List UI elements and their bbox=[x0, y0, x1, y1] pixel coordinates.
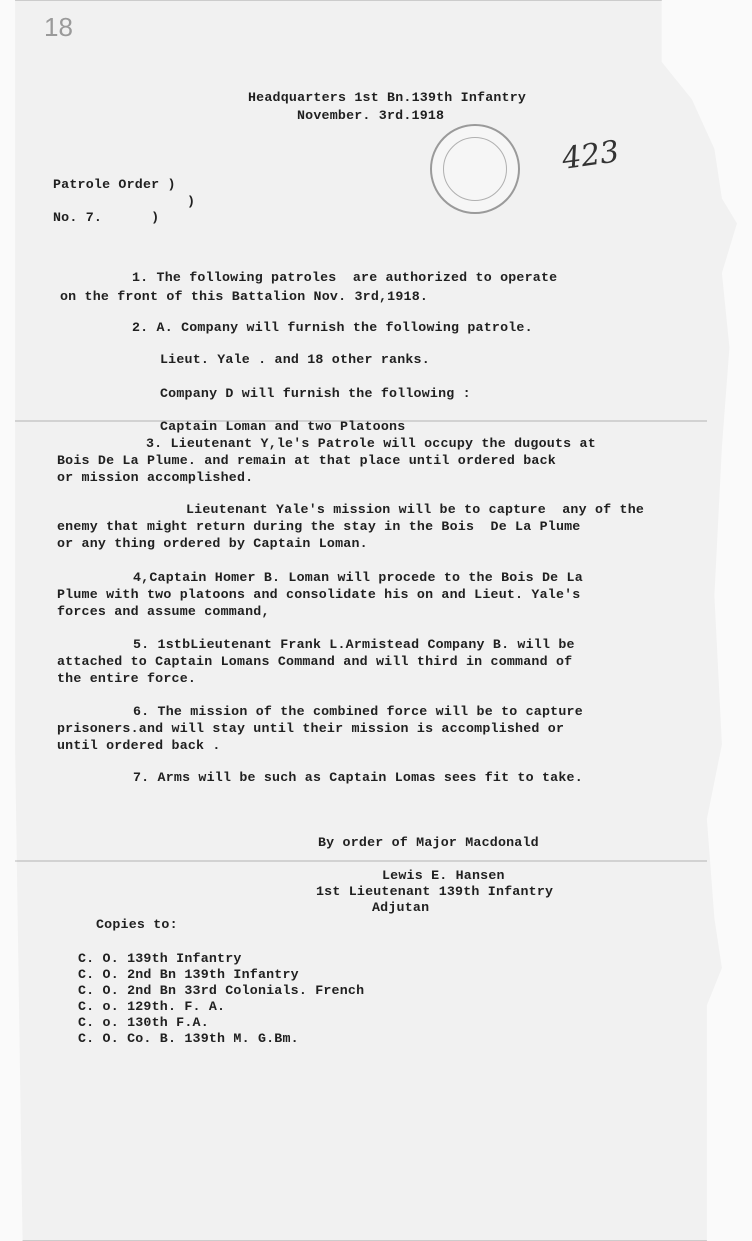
copies-item: C. O. 2nd Bn 33rd Colonials. French bbox=[78, 983, 365, 998]
copies-item: C. o. 129th. F. A. bbox=[78, 999, 226, 1014]
body-line: on the front of this Battalion Nov. 3rd,1918. bbox=[60, 289, 429, 304]
margin-page-number: 18 bbox=[44, 12, 73, 42]
body-line: until ordered back . bbox=[57, 738, 221, 753]
copies-item: C. o. 130th F.A. bbox=[78, 1015, 209, 1030]
body-line: Lieutenant Yale's mission will be to capture any of the bbox=[186, 502, 645, 517]
archive-stamp bbox=[430, 124, 520, 214]
header-date: November. 3rd.1918 bbox=[297, 108, 445, 123]
body-line: 7. Arms will be such as Captain Lomas sees fit to take. bbox=[133, 770, 583, 785]
body-line: 1. The following patroles are authorized to operate bbox=[132, 270, 558, 285]
body-line: enemy that might return during the stay in the Bois De La Plume bbox=[57, 519, 581, 534]
fold-crease bbox=[15, 860, 707, 862]
body-line: 3. Lieutenant Y,le's Patrole will occupy the dugouts at bbox=[146, 436, 596, 451]
body-line: the entire force. bbox=[57, 671, 197, 686]
body-line: 4,Captain Homer B. Loman will procede to the Bois De La bbox=[133, 570, 583, 585]
copies-item: C. O. Co. B. 139th M. G.Bm. bbox=[78, 1031, 299, 1046]
copies-heading: Copies to: bbox=[96, 917, 178, 932]
body-line: Plume with two platoons and consolidate his on and Lieut. Yale's bbox=[57, 587, 581, 602]
body-line: attached to Captain Lomans Command and will third in command of bbox=[57, 654, 573, 669]
header-line-1: Headquarters 1st Bn.139th Infantry bbox=[248, 90, 527, 105]
signature-name: Lewis E. Hansen bbox=[382, 868, 505, 883]
copies-item: C. O. 139th Infantry bbox=[78, 951, 242, 966]
handwritten-number: 423 bbox=[559, 134, 622, 177]
body-line: Company D will furnish the following : bbox=[160, 386, 471, 401]
body-line: 2. A. Company will furnish the following patrole. bbox=[132, 320, 533, 335]
body-line: 6. The mission of the combined force will be to capture bbox=[133, 704, 583, 719]
order-brace: ) bbox=[187, 194, 196, 209]
body-line: forces and assume command, bbox=[57, 604, 270, 619]
body-line: 5. 1stbLieutenant Frank L.Armistead Company B. will be bbox=[133, 637, 575, 652]
signature-title: 1st Lieutenant 139th Infantry bbox=[316, 884, 554, 899]
body-line: Lieut. Yale . and 18 other ranks. bbox=[160, 352, 430, 367]
order-label: Patrole Order ) bbox=[53, 177, 176, 192]
signature-role: Adjutan bbox=[372, 900, 430, 915]
order-number: No. 7. ) bbox=[53, 210, 160, 225]
body-line: prisoners.and will stay until their mission is accomplished or bbox=[57, 721, 565, 736]
copies-item: C. O. 2nd Bn 139th Infantry bbox=[78, 967, 299, 982]
body-line: Bois De La Plume. and remain at that place until ordered back bbox=[57, 453, 556, 468]
body-line: or any thing ordered by Captain Loman. bbox=[57, 536, 368, 551]
signature-by-order: By order of Major Macdonald bbox=[318, 835, 539, 850]
body-line: or mission accomplished. bbox=[57, 470, 254, 485]
body-line: Captain Loman and two Platoons bbox=[160, 419, 406, 434]
